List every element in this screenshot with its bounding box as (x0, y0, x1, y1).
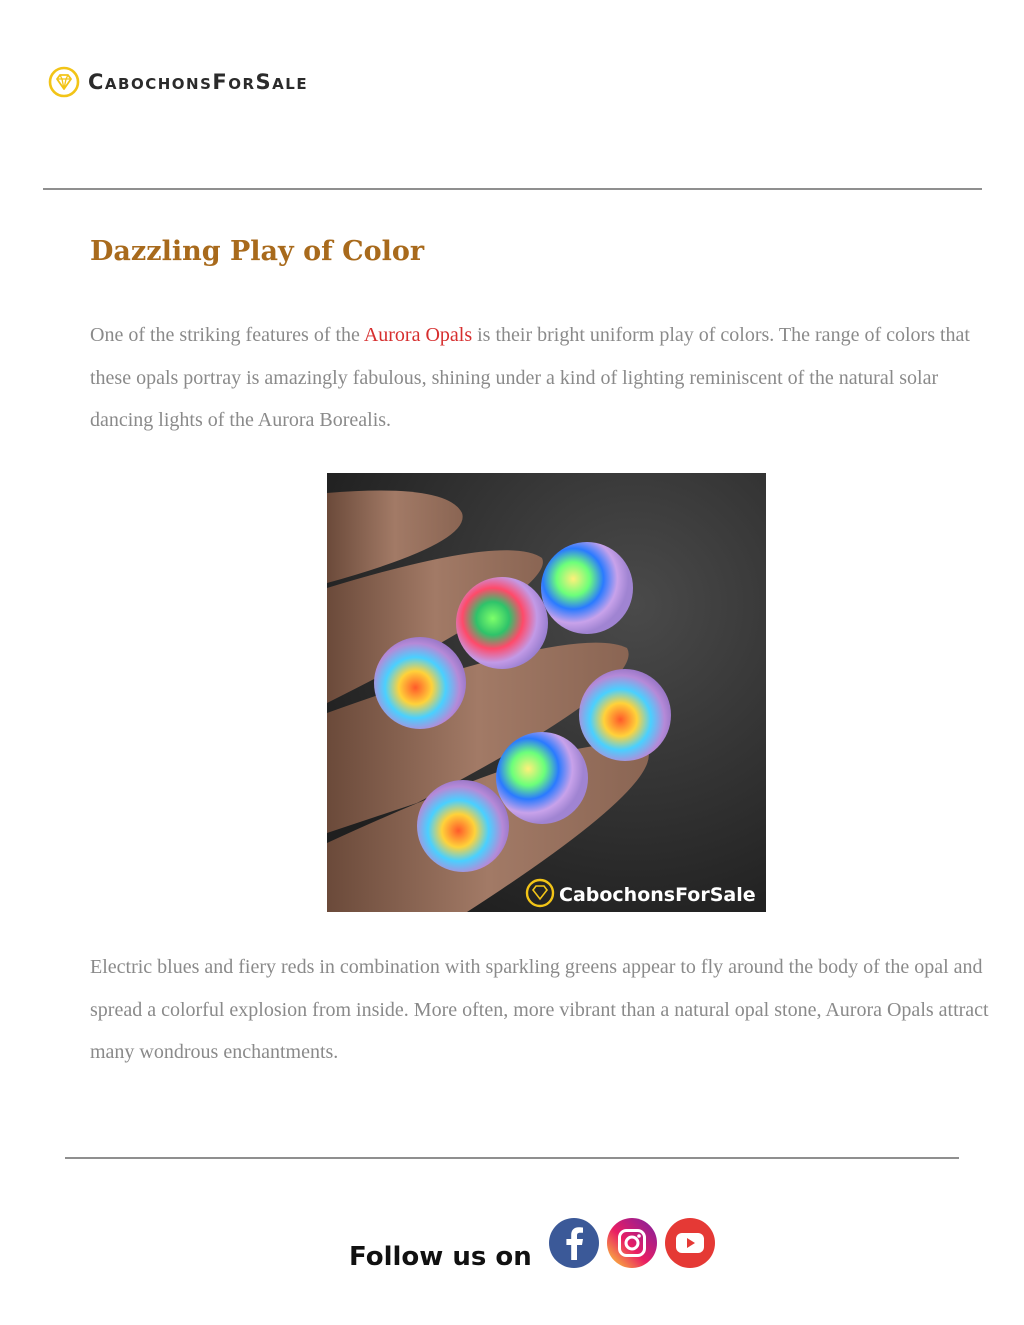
intro-paragraph (90, 314, 1005, 442)
section-heading: Dazzling Play of Color (90, 236, 425, 267)
follow-us-label: Follow us on (349, 1242, 532, 1272)
intro-text-after: is their bright uniform play of colors. The range of colors that these opals portray is amazingly fabulous, shining under a kind of lighting reminiscent of the natural solar dancing lights of the Aurora Borealis. (90, 324, 970, 431)
aurora-opals-photo (327, 473, 766, 912)
facebook-icon[interactable] (548, 1217, 600, 1269)
photo-watermark: CabochonsForSale (559, 884, 756, 906)
intro-text-before: One of the striking features of the (90, 324, 364, 346)
bottom-divider (65, 1157, 959, 1159)
top-divider (43, 188, 982, 190)
aurora-opals-link[interactable]: Aurora Opals (363, 324, 473, 346)
social-links (548, 1217, 716, 1269)
brand-name: CabochonsForSale (88, 70, 309, 94)
instagram-icon[interactable] (606, 1217, 658, 1269)
follow-us-section (349, 1236, 716, 1272)
gem-badge-icon (48, 66, 80, 98)
brand-logo[interactable] (48, 66, 308, 98)
youtube-icon[interactable] (664, 1217, 716, 1269)
body-paragraph: Electric blues and fiery reds in combination with sparkling greens appear to fly around the body of the opal and spread a colorful explosion from inside. More often, more vibrant than a natural opal stone, Aurora Opals attract many wondrous enchantments. (90, 956, 989, 1063)
